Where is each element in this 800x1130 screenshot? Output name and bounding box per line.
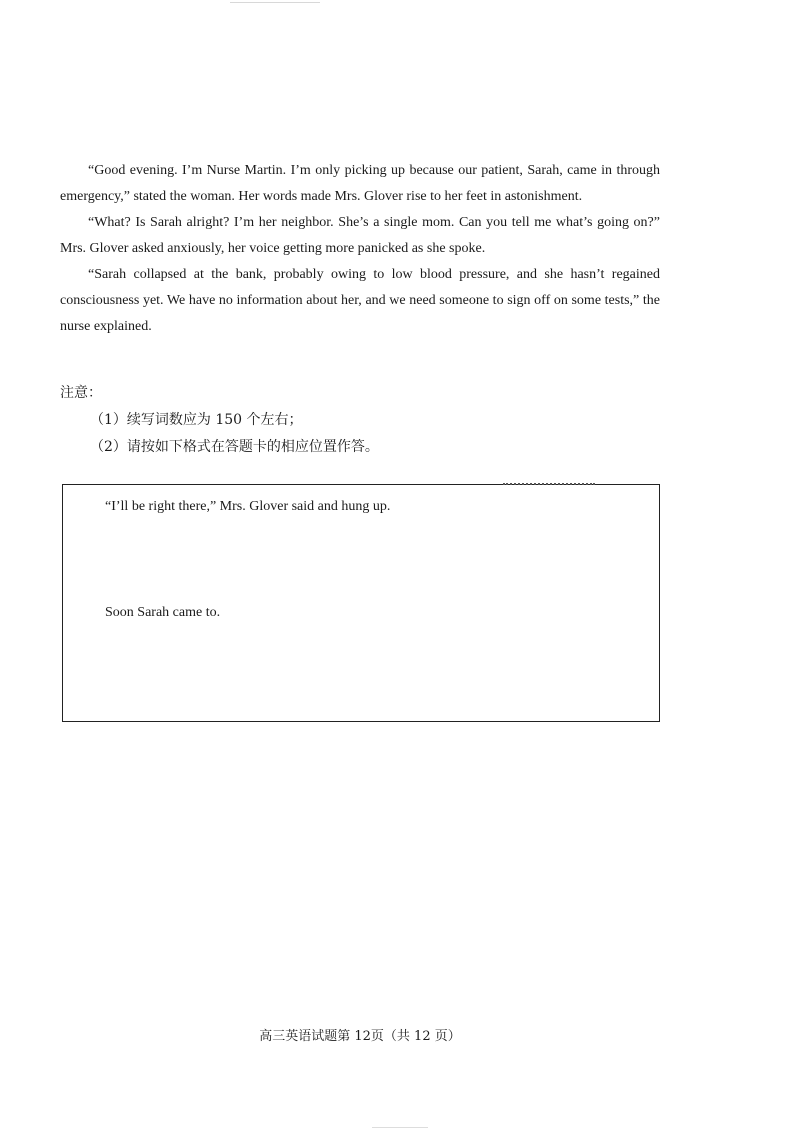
passage-paragraph-1: “Good evening. I’m Nurse Martin. I’m only picking up because our patient, Sarah, came in through emergency,” stated the woman. Her words made Mrs. Glover rise to her feet in astonishment. xyxy=(60,163,660,204)
story-passage xyxy=(60,158,660,340)
note-item-word-count: （1）续写词数应为 150 个左右； xyxy=(90,412,303,428)
passage-paragraph-2: “What? Is Sarah alright? I’m her neighbor. She’s a single mom. Can you tell me what’s going on?” Mrs. Glover asked anxiously, her voice getting more panicked as she spoke. xyxy=(60,215,660,256)
page-footer: 高三英语试题第 12页（共 12 页） xyxy=(259,1029,461,1044)
notes-title: 注意： xyxy=(60,385,102,401)
note-item-format: （2）请按如下格式在答题卡的相应位置作答。 xyxy=(90,439,379,455)
continuation-start-paragraph-1: “I’ll be right there,” Mrs. Glover said and hung up. xyxy=(105,499,391,514)
instructions xyxy=(60,380,660,461)
top-scan-rule xyxy=(230,2,320,3)
passage-paragraph-3: “Sarah collapsed at the bank, probably owing to low blood pressure, and she hasn’t regained consciousness yet. We have no information about her, and we need someone to sign off on some tests,” the nurse explained. xyxy=(60,267,660,334)
answer-box xyxy=(62,484,660,722)
box-dotted-mark xyxy=(503,483,595,485)
bottom-scan-rule xyxy=(372,1127,428,1128)
continuation-start-paragraph-2: Soon Sarah came to. xyxy=(105,605,221,620)
